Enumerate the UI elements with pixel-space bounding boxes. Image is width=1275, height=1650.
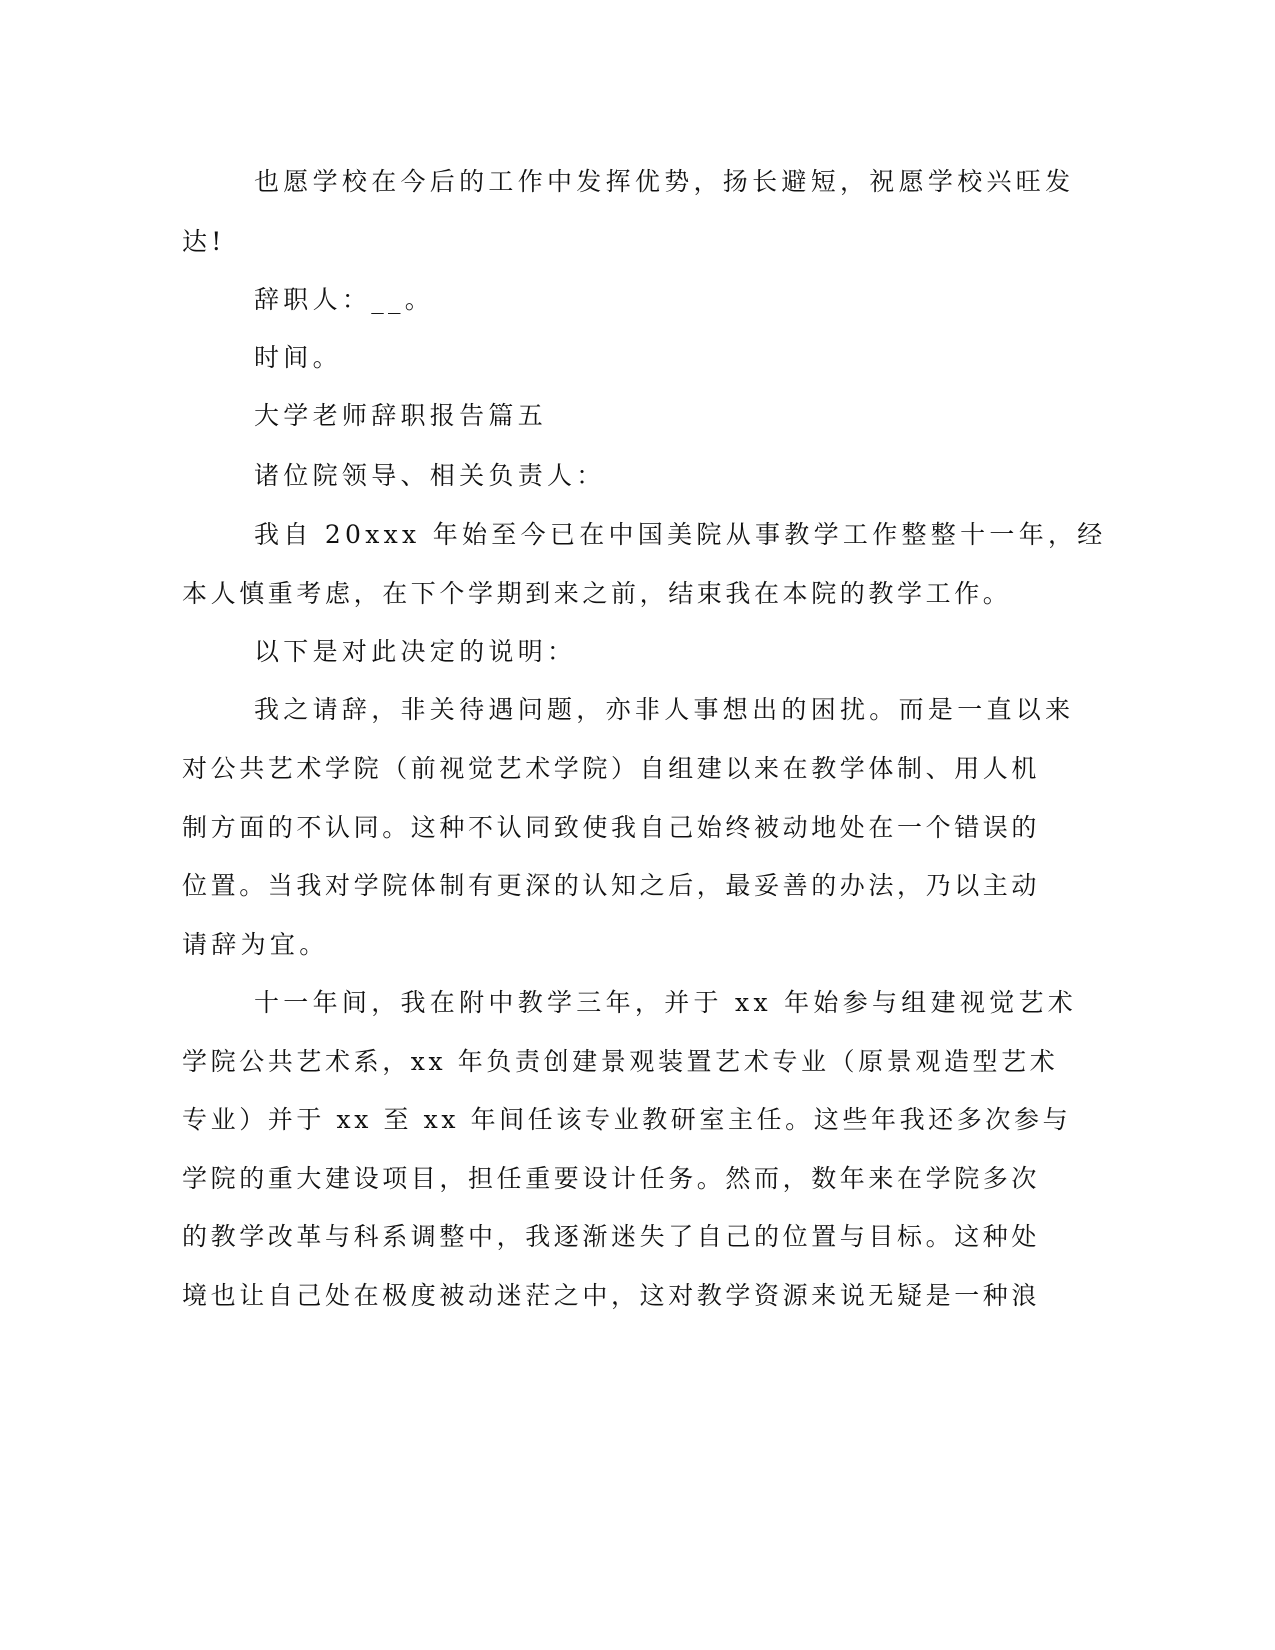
paragraph-line: 专业）并于 xx 至 xx 年间任该专业教研室主任。这些年我还多次参与	[182, 1105, 1072, 1134]
paragraph-line: 的教学改革与科系调整中，我逐渐迷失了自己的位置与目标。这种处	[182, 1222, 1041, 1251]
paragraph-line: 境也让自己处在极度被动迷茫之中，这对教学资源来说无疑是一种浪	[182, 1281, 1041, 1310]
paragraph-line: 请辞为宜。	[182, 930, 329, 959]
paragraph-line: 十一年间，我在附中教学三年，并于 xx 年始参与组建视觉艺术	[254, 988, 1078, 1017]
paragraph-line: 学院公共艺术系，xx 年负责创建景观装置艺术专业（原景观造型艺术	[182, 1047, 1059, 1076]
paragraph-line: 达!	[182, 227, 226, 256]
date-line: 时间。	[254, 343, 342, 372]
paragraph-line: 本人慎重考虑，在下个学期到来之前，结束我在本院的教学工作。	[182, 579, 1012, 608]
salutation: 诸位院领导、相关负责人：	[254, 461, 606, 490]
section-heading: 大学老师辞职报告篇五	[254, 401, 548, 430]
signature-line: 辞职人：__。	[254, 285, 435, 314]
paragraph-line: 制方面的不认同。这种不认同致使我自己始终被动地处在一个错误的	[182, 813, 1041, 842]
paragraph-line: 我之请辞，非关待遇问题，亦非人事想出的困扰。而是一直以来	[254, 695, 1075, 724]
paragraph-line: 也愿学校在今后的工作中发挥优势，扬长避短，祝愿学校兴旺发	[254, 167, 1075, 196]
paragraph-line: 以下是对此决定的说明：	[254, 637, 577, 666]
paragraph-line: 位置。当我对学院体制有更深的认知之后，最妥善的办法，乃以主动	[182, 871, 1041, 900]
paragraph-line: 我自 20xxx 年始至今已在中国美院从事教学工作整整十一年，经	[254, 520, 1107, 549]
paragraph-line: 学院的重大建设项目，担任重要设计任务。然而，数年来在学院多次	[182, 1164, 1041, 1193]
paragraph-line: 对公共艺术学院（前视觉艺术学院）自组建以来在教学体制、用人机	[182, 754, 1041, 783]
